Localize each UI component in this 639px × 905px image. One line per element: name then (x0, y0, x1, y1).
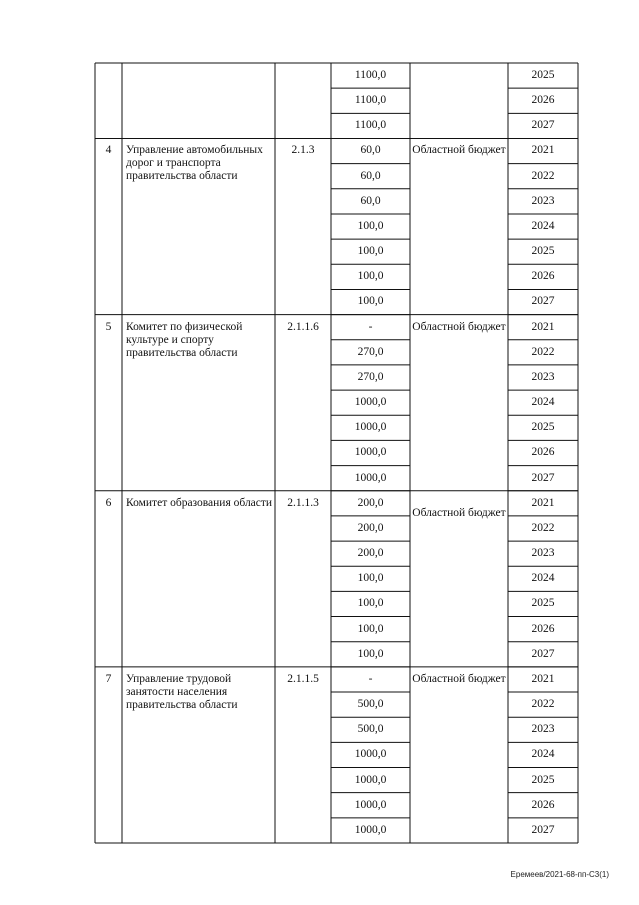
year-cell: 2022 (531, 345, 555, 358)
year-cell: 2027 (531, 295, 555, 308)
funding-source: Областной бюджет (412, 144, 506, 157)
amount-cell: 200,0 (357, 521, 384, 534)
amount-cell: 100,0 (357, 219, 384, 232)
row-number: 7 (105, 672, 112, 685)
amount-cell: 1000,0 (354, 396, 387, 409)
measure-code: 2.1.3 (291, 144, 315, 157)
year-cell: 2025 (531, 773, 555, 786)
amount-cell: 200,0 (357, 547, 384, 560)
amount-cell: - (368, 320, 373, 333)
year-cell: 2021 (531, 320, 555, 333)
funding-source: Областной бюджет (412, 320, 506, 333)
amount-cell: 1100,0 (354, 69, 387, 81)
year-cell: 2021 (531, 672, 555, 685)
row-number: 5 (105, 320, 112, 333)
year-cell: 2021 (531, 144, 555, 157)
year-cell: 2023 (531, 547, 555, 560)
year-cell: 2022 (531, 521, 555, 534)
year-cell: 2027 (531, 471, 555, 484)
executor-name: Комитет по физической культуре и спорту правительства области (126, 320, 243, 359)
year-cell: 2024 (531, 748, 555, 761)
amount-cell: 500,0 (357, 698, 384, 711)
year-cell: 2025 (531, 245, 555, 258)
amount-cell: 1000,0 (354, 471, 387, 484)
amount-cell: 500,0 (357, 723, 384, 736)
year-cell: 2021 (531, 496, 555, 509)
amount-cell: 1000,0 (354, 773, 387, 786)
year-cell: 2026 (531, 94, 555, 107)
amount-cell: 1000,0 (354, 748, 387, 761)
executor-name: Комитет образования области (126, 496, 273, 509)
measure-code: 2.1.1.5 (287, 672, 319, 685)
executor-name: Управление автомобильных дорог и транспорта правительства области (126, 144, 263, 183)
amount-cell: 1000,0 (354, 823, 387, 836)
row-number: 4 (105, 144, 112, 157)
amount-cell: 60,0 (360, 144, 381, 157)
amount-cell: 1100,0 (354, 119, 387, 132)
amount-cell: 200,0 (357, 496, 384, 509)
funding-source: Областной бюджет (412, 506, 506, 519)
document-footer-code: Еремеев/2021-68-пп-С3(1) (510, 870, 609, 879)
year-cell: 2024 (531, 219, 555, 232)
amount-cell: 60,0 (360, 194, 381, 207)
year-cell: 2027 (531, 647, 555, 660)
year-cell: 2023 (531, 194, 555, 207)
amount-cell: 1100,0 (354, 94, 387, 107)
amount-cell: 100,0 (357, 572, 384, 585)
amount-cell: - (368, 672, 373, 685)
measure-code: 2.1.1.6 (287, 320, 319, 333)
year-cell: 2027 (531, 119, 555, 132)
year-cell: 2023 (531, 370, 555, 383)
year-cell: 2022 (531, 169, 555, 182)
amount-cell: 60,0 (360, 169, 381, 182)
amount-cell: 100,0 (357, 245, 384, 258)
year-cell: 2023 (531, 723, 555, 736)
executor-name: Управление трудовой занятости населения правительства области (126, 672, 238, 711)
year-cell: 2026 (531, 798, 555, 811)
year-cell: 2026 (531, 622, 555, 635)
row-number: 6 (105, 496, 112, 509)
amount-cell: 100,0 (357, 295, 384, 308)
amount-cell: 1000,0 (354, 446, 387, 459)
year-cell: 2022 (531, 698, 555, 711)
year-cell: 2025 (531, 597, 555, 610)
funding-source: Областной бюджет (412, 672, 506, 685)
year-cell: 2027 (531, 823, 555, 836)
amount-cell: 1000,0 (354, 798, 387, 811)
year-cell: 2024 (531, 396, 555, 409)
amount-cell: 270,0 (357, 370, 384, 383)
amount-cell: 100,0 (357, 647, 384, 660)
year-cell: 2025 (531, 421, 555, 434)
amount-cell: 100,0 (357, 597, 384, 610)
amount-cell: 100,0 (357, 270, 384, 283)
year-cell: 2026 (531, 270, 555, 283)
amount-cell: 270,0 (357, 345, 384, 358)
year-cell: 2026 (531, 446, 555, 459)
amount-cell: 1000,0 (354, 421, 387, 434)
amount-cell: 100,0 (357, 622, 384, 635)
year-cell: 2025 (531, 69, 555, 81)
year-cell: 2024 (531, 572, 555, 585)
measure-code: 2.1.1.3 (287, 496, 319, 509)
